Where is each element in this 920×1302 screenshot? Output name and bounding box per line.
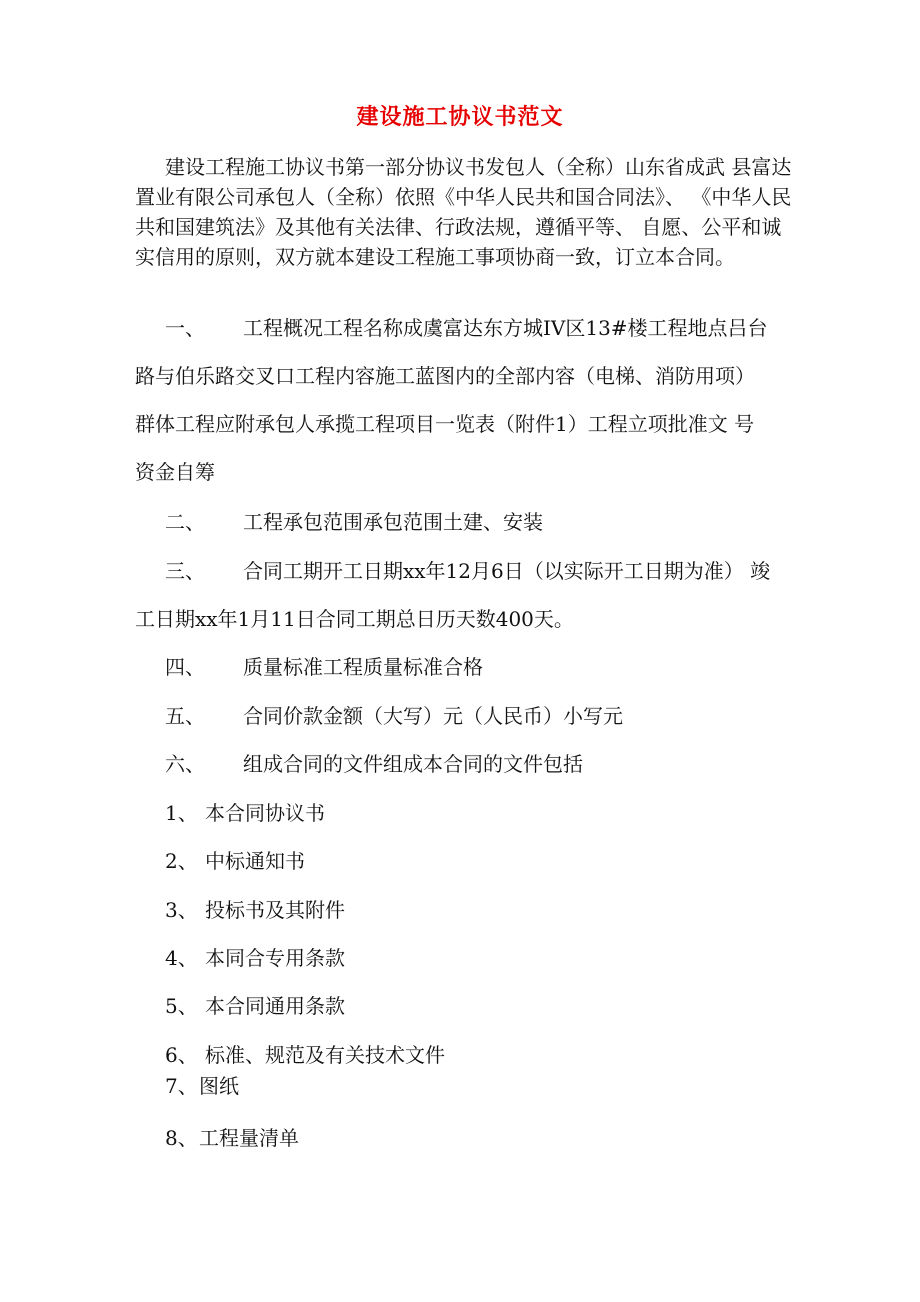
list-item [135, 1041, 445, 1069]
section-2-line [135, 508, 543, 536]
list-item-number: 3、 [165, 898, 198, 922]
list-item [135, 1072, 239, 1100]
list-item [135, 1124, 299, 1152]
section-1-text-1: 工程概况工程名称成虞富达东方城IV区13#楼工程地点吕台 [243, 316, 768, 340]
list-item-text: 本合同通用条款 [205, 994, 345, 1018]
section-1-line-2: 路与伯乐路交叉口工程内容施工蓝图内的全部内容（电梯、消防用项） [135, 364, 755, 388]
list-item-number: 2、 [165, 849, 198, 873]
list-item [135, 992, 345, 1020]
list-item-number: 5、 [165, 994, 198, 1018]
section-1-number: 一、 [165, 316, 205, 340]
intro-paragraph: 建设工程施工协议书第一部分协议书发包人（全称）山东省成武 县富达置业有限公司承包人（全称）依照《中华人民共和国合同法》、 《中华人民共和国建筑法》及其他有关法律、行政法规，遵循平等、 自愿、公平和诚实信用的原则，双方就本建设工程施工事项协商一致，订立本合同。 [135, 155, 792, 269]
list-item-number: 8、 [165, 1126, 198, 1150]
section-1-line-4: 资金自筹 [135, 460, 215, 484]
section-1-line-3: 群体工程应附承包人承揽工程项目一览表（附件1）工程立项批准文 号 [135, 412, 755, 436]
section-3-text-1: 合同工期开工日期xx年12月6日（以实际开工日期为准） 竣 [243, 559, 771, 583]
list-item-text: 投标书及其附件 [205, 898, 345, 922]
section-3-number: 三、 [165, 559, 205, 583]
list-item-number: 4、 [165, 946, 198, 970]
list-item-text: 工程量清单 [199, 1126, 299, 1150]
list-item-text: 标准、规范及有关技术文件 [205, 1043, 445, 1067]
section-2-number: 二、 [165, 510, 205, 534]
list-item-number: 6、 [165, 1043, 198, 1067]
section-6-number: 六、 [165, 752, 205, 776]
section-4-number: 四、 [165, 655, 205, 679]
list-item-text: 中标通知书 [205, 849, 305, 873]
list-item-text: 本同合专用条款 [205, 946, 345, 970]
list-item [135, 944, 345, 972]
list-item-text: 本合同协议书 [205, 801, 325, 825]
section-5-line [135, 702, 623, 730]
list-item [135, 847, 305, 875]
section-6-line [135, 750, 583, 778]
list-item-number: 7、 [165, 1074, 198, 1098]
section-5-text: 合同价款金额（大写）元（人民币）小写元 [243, 704, 623, 728]
section-3-line-1 [135, 557, 770, 585]
section-5-number: 五、 [165, 704, 205, 728]
section-4-text: 质量标准工程质量标准合格 [243, 655, 483, 679]
section-1-line-1 [135, 314, 768, 342]
list-item [135, 896, 345, 924]
section-6-text: 组成合同的文件组成本合同的文件包括 [243, 752, 583, 776]
list-item-text: 图纸 [199, 1074, 239, 1098]
section-3-line-2: 工日期xx年1月11日合同工期总日历天数400天。 [135, 607, 574, 631]
list-item-number: 1、 [165, 801, 198, 825]
section-2-text: 工程承包范围承包范围土建、安装 [243, 510, 543, 534]
section-4-line [135, 653, 483, 681]
document-title: 建设施工协议书范文 [356, 104, 564, 130]
list-item [135, 799, 325, 827]
